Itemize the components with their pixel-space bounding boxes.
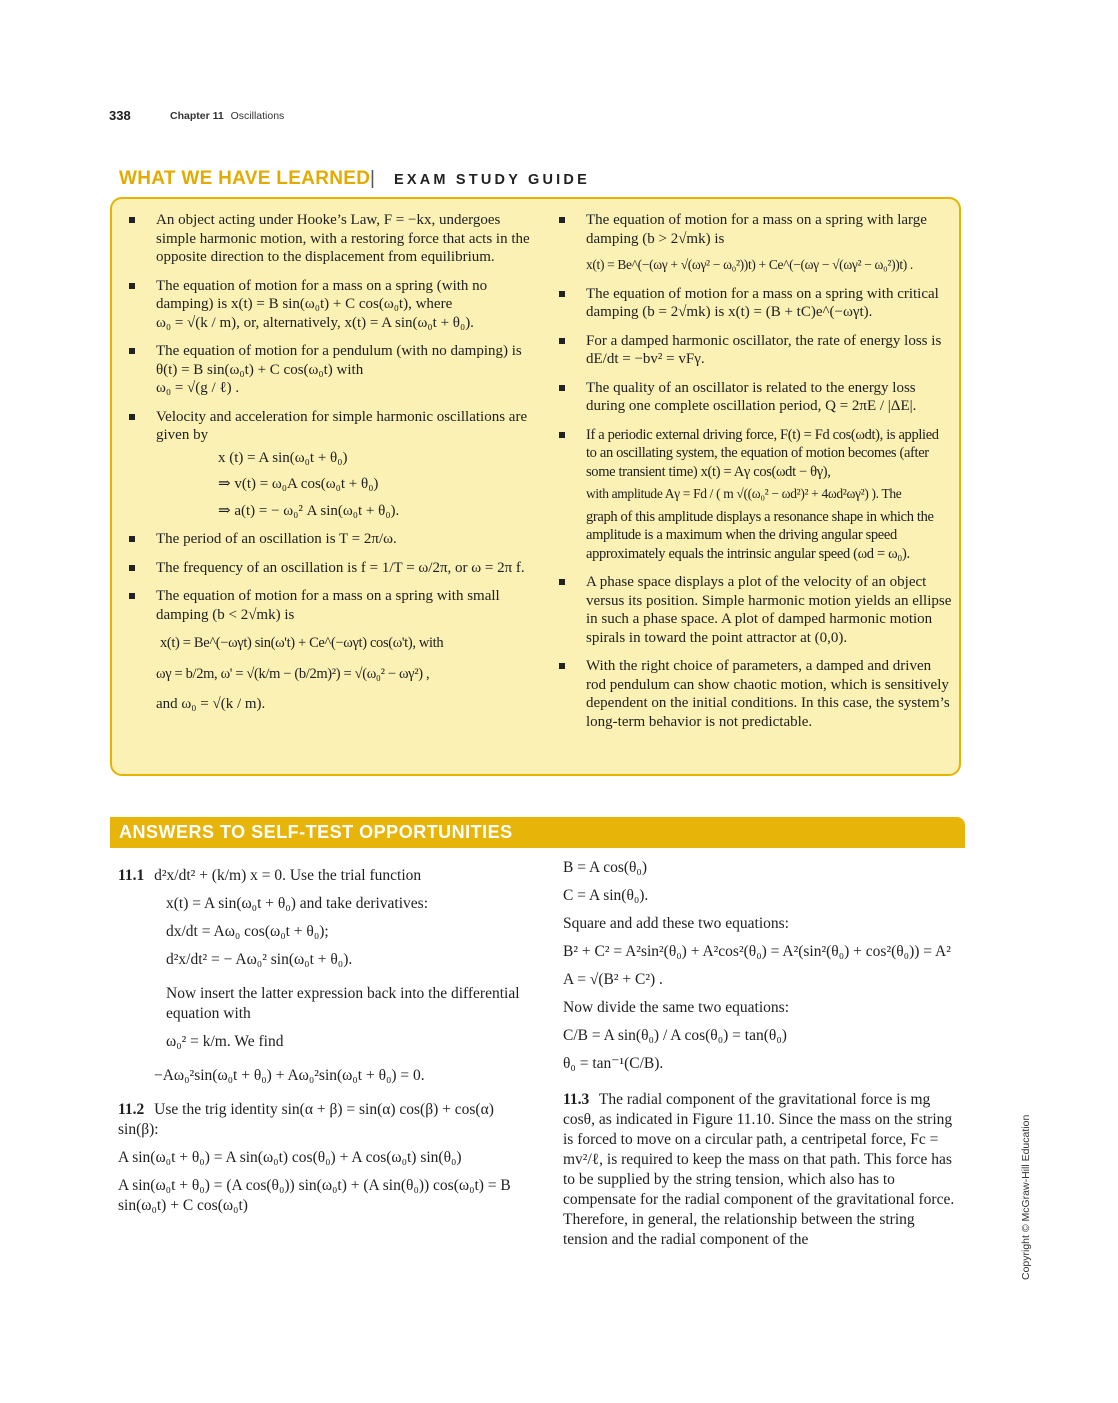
acceleration-equation: ⇒ a(t) = − ω₀² A sin(ω₀t + θ₀). — [218, 502, 400, 519]
spring-undamped-omega: ω₀ = √(k / m), or, alternatively, x(t) = A sin(ω₀t + θ₀). — [156, 314, 474, 331]
answer-sum-of-squares: B² + C² = A²sin²(θ₀) + A²cos²(θ₀) = A²(sin²(θ₀) + cos²(θ₀)) = A² — [563, 943, 951, 960]
answer-11-2-expand: A sin(ω₀t + θ₀) = A sin(ω₀t) cos(θ₀) + A cos(ω₀t) sin(θ₀) — [118, 1149, 462, 1166]
study-guide-left-column — [126, 211, 536, 724]
section-title: WHAT WE HAVE LEARNED — [119, 168, 371, 189]
large-damping-text: The equation of motion for a mass on a spring with large damping (b > 2√mk) is — [586, 212, 927, 247]
answer-11-3 — [563, 1090, 963, 1250]
running-header — [170, 110, 284, 122]
answer-11-3-text: The radial component of the gravitational force is mg cosθ, as indicated in Figure 11.10. Since the mass on the string is forced to move on a circular path, a centripetal force, Fc = mv²/ℓ, is required to keep the mass on that path. This force has to be supplied by the string tension, which also has to compensate for the radial component of the gravitational force. Therefore, in general, the relationship between the string tension and the radial component of the — [563, 1091, 955, 1248]
small-damping-text: The equation of motion for a mass on a spring with small damping (b < 2√mk) is — [156, 588, 500, 623]
copyright-notice: Copyright © McGraw-Hill Education — [1020, 1114, 1032, 1280]
position-equation: x (t) = A sin(ω₀t + θ₀) — [218, 449, 348, 466]
answer-11-2-identity: Use the trig identity sin(α + β) = sin(α) cos(β) + cos(α) sin(β): — [118, 1101, 494, 1138]
bullet-frequency: The frequency of an oscillation is f = 1/T = ω/2π, or ω = 2π f. — [126, 559, 536, 578]
answer-11-1-trial: x(t) = A sin(ω₀t + θ₀) and take derivatives: — [166, 895, 429, 912]
answer-11-3-number: 11.3 — [563, 1091, 590, 1108]
chapter-label: Chapter 11 — [170, 110, 224, 122]
answer-11-2-group: A sin(ω₀t + θ₀) = (A cos(θ₀)) sin(ω₀t) + (A sin(θ₀)) cos(ω₀t) = B sin(ω₀t) + C cos(ω₀t) — [118, 1177, 511, 1214]
bullet-pendulum — [126, 342, 536, 398]
bullet-driven-oscillator — [556, 426, 952, 564]
answers-right-column — [563, 858, 963, 1258]
answer-11-1-insert: Now insert the latter expression back into the differential equation with — [166, 985, 520, 1022]
pendulum-omega: ω₀ = √(g / ℓ) . — [156, 380, 240, 396]
answers-left-column — [118, 866, 528, 1224]
bullet-period: The period of an oscillation is T = 2π/ω. — [126, 530, 536, 549]
answer-11-2-number: 11.2 — [118, 1101, 145, 1118]
answer-11-1-number: 11.1 — [118, 867, 145, 884]
velocity-intro: Velocity and acceleration for simple harmonic oscillations are given by — [156, 408, 528, 443]
pendulum-text: The equation of motion for a pendulum (with no damping) is θ(t) = B sin(ω₀t) + C cos(ω₀t) with — [156, 343, 522, 378]
answer-11-1-first-derivative: dx/dt = Aω₀ cos(ω₀t + θ₀); — [166, 923, 329, 940]
bullet-hooke: An object acting under Hooke’s Law, F = −kx, undergoes simple harmonic motion, with a restoring force that acts in the opposite direction to the displacement from equilibrium. — [126, 211, 536, 267]
small-damping-solution: x(t) = Be^(−ωγt) sin(ω't) + Ce^(−ωγt) cos(ω't), with — [160, 635, 444, 651]
bullet-phase-space: A phase space displays a plot of the velocity of an object versus its position. Simple harmonic motion yields an ellipse in such a phase space. A plot of damped harmonic motion spirals in toward the point attractor at (0,0). — [556, 573, 952, 647]
bullet-quality: The quality of an oscillator is related to the energy loss during one complete oscillation period, Q = 2πE / |ΔE|. — [556, 379, 952, 416]
small-damping-omega0: and ω₀ = √(k / m). — [156, 696, 266, 712]
driven-amplitude: with amplitude Aγ = Fd / ( m √((ω₀² − ωd²)² + 4ωd²ωγ²) ). The — [586, 486, 902, 501]
bullet-energy-loss: For a damped harmonic oscillator, the rate of energy loss is dE/dt = −bv² = vFγ. — [556, 332, 952, 369]
answer-square-add: Square and add these two equations: — [563, 915, 789, 932]
answer-11-1-second-derivative: d²x/dt² = − Aω₀² sin(ω₀t + θ₀). — [166, 951, 353, 968]
bullet-spring-undamped — [126, 277, 536, 333]
answer-11-1-omega: ω₀² = k/m. We find — [166, 1033, 284, 1050]
page-number: 338 — [109, 108, 131, 123]
answer-phase: θ₀ = tan⁻¹(C/B). — [563, 1055, 664, 1072]
answer-11-1-result: −Aω₀²sin(ω₀t + θ₀) + Aω₀²sin(ω₀t + θ₀) = 0. — [154, 1067, 425, 1084]
large-damping-solution: x(t) = Be^(−(ωγ + √(ωγ² − ω₀²))t) + Ce^(−(ωγ − √(ωγ² − ω₀²))t) . — [586, 257, 913, 272]
answer-11-1-header — [118, 866, 528, 886]
answer-c-equation: C = A sin(θ₀). — [563, 887, 649, 904]
answer-11-2-header — [118, 1100, 528, 1140]
answer-b-equation: B = A cos(θ₀) — [563, 859, 648, 876]
answer-divide: Now divide the same two equations: — [563, 999, 789, 1016]
driven-text: If a periodic external driving force, F(t) = Fd cos(ωdt), is applied to an oscillating system, the equation of motion becomes (after some transient time) x(t) = Aγ cos(ωdt − θγ), — [586, 426, 939, 480]
velocity-equation: ⇒ v(t) = ω₀A cos(ω₀t + θ₀) — [218, 476, 379, 492]
bullet-small-damping — [126, 587, 536, 714]
bullet-critical-damping: The equation of motion for a mass on a spring with critical damping (b = 2√mk) is x(t) = (B + tC)e^(−ωγt). — [556, 285, 952, 322]
answer-11-1-equation: d²x/dt² + (k/m) x = 0. Use the trial function — [154, 867, 422, 884]
spring-undamped-text: The equation of motion for a mass on a spring (with no damping) is x(t) = B sin(ω₀t) + C cos(ω₀t), where — [156, 277, 488, 312]
small-damping-frequencies: ωγ = b/2m, ω' = √(k/m − (b/2m)²) = √(ω₀² − ωγ²) , — [156, 665, 430, 682]
driven-resonance: graph of this amplitude displays a resonance shape in which the amplitude is a maximum when the driving angular speed approximately equals the intrinsic angular speed (ωd = ω₀). — [586, 508, 934, 562]
study-guide-box — [110, 197, 961, 776]
bullet-velocity-acceleration — [126, 408, 536, 521]
answer-amplitude: A = √(B² + C²) . — [563, 971, 663, 988]
answers-title: ANSWERS TO SELF-TEST OPPORTUNITIES — [119, 822, 513, 842]
title-separator: | — [370, 168, 375, 189]
section-subtitle: EXAM STUDY GUIDE — [394, 172, 590, 188]
bullet-chaos: With the right choice of parameters, a damped and driven rod pendulum can show chaotic motion, which is sensitively dependent on the initial conditions. In this case, the system’s long-term behavior is not predictable. — [556, 657, 952, 731]
chapter-title: Oscillations — [230, 110, 285, 122]
study-guide-right-column — [556, 211, 952, 741]
bullet-large-damping — [556, 211, 952, 275]
answer-ratio: C/B = A sin(θ₀) / A cos(θ₀) = tan(θ₀) — [563, 1027, 787, 1044]
